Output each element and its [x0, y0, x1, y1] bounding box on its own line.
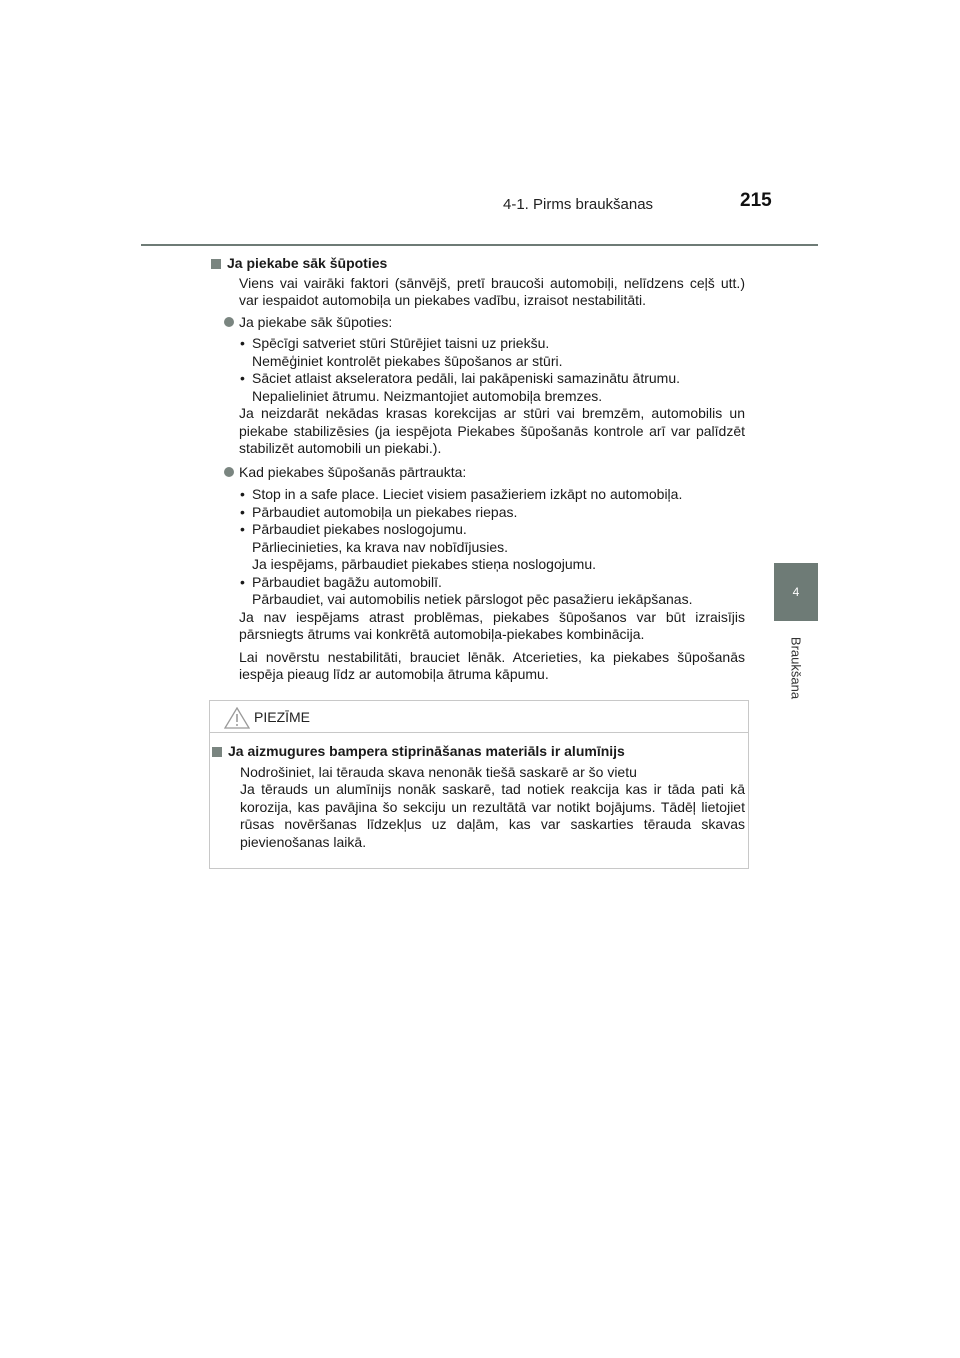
- section-title: 4-1. Pirms braukšanas: [503, 196, 654, 213]
- bullet-mark: •: [240, 335, 245, 351]
- list-item: [210, 574, 745, 592]
- chapter-number: 4: [792, 585, 800, 599]
- warning-triangle-icon: [224, 707, 250, 729]
- bullet-mark: •: [240, 573, 245, 590]
- bullet-mark: •: [240, 370, 245, 386]
- list-item-continuation: Pārliecinieties, ka krava nav nobīdījusies.: [252, 538, 509, 555]
- list-item: [210, 504, 745, 522]
- list-item-text: Pārbaudiet bagāžu automobilī.: [252, 573, 442, 590]
- list-item: [210, 486, 745, 504]
- square-bullet-icon: [212, 747, 222, 757]
- main-content: [210, 255, 745, 684]
- circle-bullet-icon: [224, 467, 234, 477]
- note-line: Nodrošiniet, lai tērauda skava nenonāk tiešā saskarē ar šo vietu: [240, 763, 637, 780]
- list-item-text: Pārbaudiet automobiļa un piekabes riepas.: [252, 503, 518, 520]
- note-header: [210, 701, 748, 733]
- bullet-sway-start: [210, 314, 745, 332]
- list-item-continuation: Ja iespējams, pārbaudiet piekabes stieņa noslogojumu.: [252, 556, 596, 572]
- bullet-mark: •: [240, 521, 245, 537]
- list-item: [210, 521, 745, 539]
- square-bullet-icon: [211, 259, 221, 269]
- circle-bullet-icon: [224, 317, 234, 327]
- note-box: [209, 700, 749, 869]
- list-item: [210, 335, 745, 353]
- sway-steps: [210, 335, 745, 458]
- list-item-text: Sāciet atlaist akseleratora pedāli, lai pakāpeniski samazinātu ātrumu.: [252, 370, 681, 386]
- intro-paragraph: Viens vai vairāki faktori (sānvējš, pretī braucoši automobiļi, nelīdzens ceļš utt.) var iespaidot automobiļa un piekabes vadību, izraisot nestabilitāti.: [239, 274, 745, 308]
- section-heading: [210, 255, 745, 273]
- chapter-tab: [774, 563, 818, 621]
- note-heading: [211, 743, 745, 761]
- list-item-continuation: Pārbaudiet, vai automobilis netiek pārslogot pēc pasažieru iekāpšanas.: [252, 591, 693, 607]
- list-item-text: Spēcīgi satveriet stūri Stūrējiet taisni uz priekšu.: [252, 335, 550, 351]
- paragraph: Lai novērstu nestabilitāti, brauciet lēnāk. Atcerieties, ka piekabes šūpošanās iespēja pieaug līdz ar automobiļa ātruma kāpumu.: [239, 648, 745, 682]
- list-item-text: Pārbaudiet piekabes noslogojumu.: [252, 521, 467, 537]
- list-item: [210, 370, 745, 388]
- list-item-continuation: Nepalieliniet ātrumu. Neizmantojiet automobiļa bremzes.: [252, 387, 603, 404]
- list-item-text: Stop in a safe place. Lieciet visiem pasažieriem izkāpt no automobiļa.: [252, 486, 683, 502]
- bullet-sway-stopped: [210, 464, 745, 482]
- list-item-continuation: Nemēģiniet kontrolēt piekabes šūpošanos ar stūri.: [252, 352, 563, 369]
- bullet-mark: •: [240, 486, 245, 502]
- heading-text: Ja piekabe sāk šūpoties: [227, 255, 388, 271]
- bullet-title: Kad piekabes šūpošanās pārtraukta:: [239, 463, 467, 480]
- page-number: 215: [740, 190, 772, 211]
- note-label: PIEZĪME: [254, 709, 311, 725]
- note-body: [211, 743, 745, 851]
- stopped-steps: [210, 486, 745, 684]
- bullet-title: Ja piekabe sāk šūpoties:: [239, 313, 393, 330]
- note-heading-text: Ja aizmugures bampera stiprināšanas materiāls ir alumīnijs: [228, 743, 625, 759]
- chapter-label: Braukšana: [788, 636, 804, 700]
- paragraph: Ja nav iespējams atrast problēmas, piekabes šūpošanos var būt izraisījis pārsniegts ātrums vai konkrētā automobiļa-piekabes kombinācija.: [239, 608, 745, 642]
- bullet-mark: •: [240, 503, 245, 520]
- paragraph: Ja neizdarāt nekādas krasas korekcijas ar stūri vai bremzēm, automobilis un piekabe stabilizēsies (ja iespējota Piekabes šūpošanās kontrole arī var palīdzēt stabilizēt automobili un piekabi.).: [239, 405, 745, 456]
- header-divider: [141, 244, 818, 246]
- note-paragraph: Ja tērauds un alumīnijs nonāk saskarē, tad notiek reakcija kas ir tāda pati kā korozija, kas pavājina šo sekciju un rezultātā var notikt bojājums. Tādēļ lietojiet rūsas novēršanas līdzekļus uz daļām, kas var saskarties tērauda skavas pievienošanas laikā.: [240, 781, 745, 850]
